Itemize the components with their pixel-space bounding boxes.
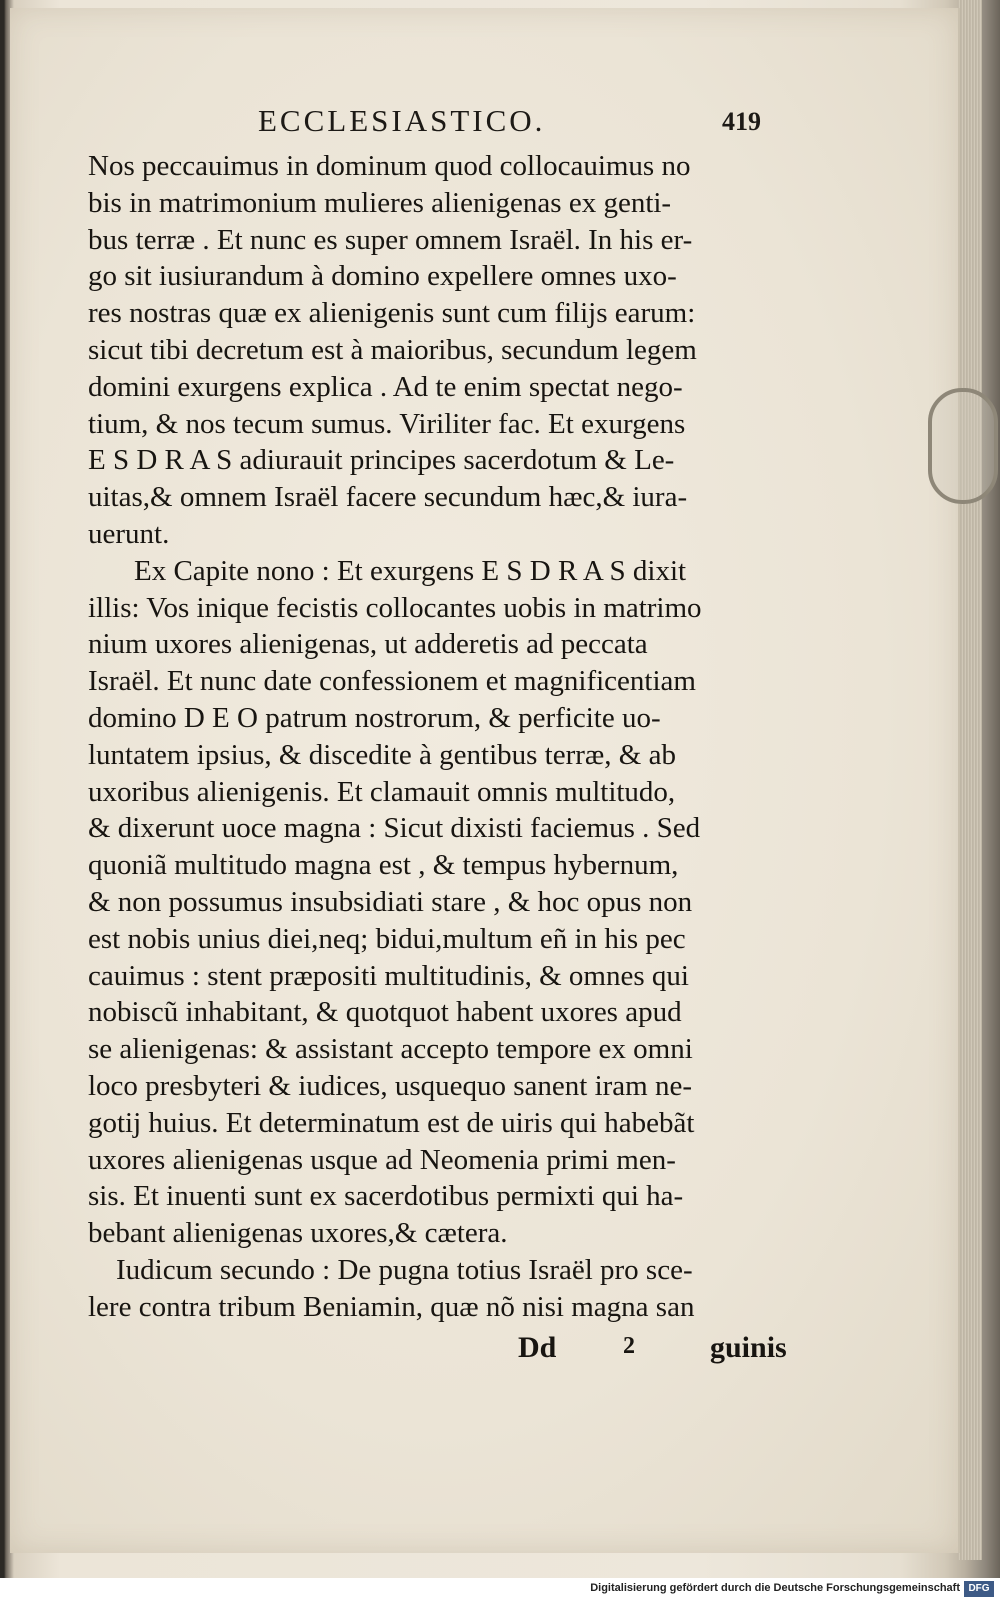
book-clasp <box>928 388 998 504</box>
text-line: est nobis unius diei,neq; bidui,multum eñ in his pec <box>88 922 686 955</box>
book-page <box>10 8 960 1553</box>
text-line: loco presbyteri & iudices, usquequo sanent iram ne- <box>88 1069 693 1102</box>
text-line: cauimus : stent præpositi multitudinis, & omnes qui <box>88 959 689 992</box>
catchline <box>88 1331 798 1371</box>
text-line: uxoribus alienigenis. Et clamauit omnis multitudo, <box>88 775 676 808</box>
text-line: bus terræ . Et nunc es super omnem Israël. In his er- <box>88 223 693 256</box>
text-line: lere contra tribum Beniamin, quæ nõ nisi magna san <box>88 1290 695 1323</box>
footer-bar <box>0 1578 1000 1601</box>
page-edges <box>958 0 982 1560</box>
text-line: & dixerunt uoce magna : Sicut dixisti faciemus . Sed <box>88 812 701 845</box>
page-number: 419 <box>722 107 761 136</box>
text-line: Ex Capite nono : Et exurgens E S D R A S dixit <box>134 554 687 587</box>
text-line: & non possumus insubsidiati stare , & hoc opus non <box>88 885 693 918</box>
text-line: go sit iusiurandum à domino expellere omnes uxo- <box>88 260 677 293</box>
text-line: sis. Et inuenti sunt ex sacerdotibus permixti qui ha- <box>88 1180 684 1213</box>
text-line: uitas,& omnem Israël facere secundum hæc,& iura- <box>88 481 688 514</box>
dfg-logo: DFG <box>964 1581 994 1597</box>
text-line: Iudicum secundo : De pugna totius Israël pro sce- <box>116 1253 693 1286</box>
signature-number: 2 <box>623 1333 635 1359</box>
text-line: uerunt. <box>88 517 170 550</box>
page-header <box>10 103 958 143</box>
text-line: E S D R A S adiurauit principes sacerdotum & Le- <box>88 444 675 477</box>
text-line: uxores alienigenas usque ad Neomenia primi men- <box>88 1143 676 1176</box>
text-line: Israël. Et nunc date confessionem et magnificentiam <box>88 665 696 698</box>
text-line: res nostras quæ ex alienigenis sunt cum filijs earum: <box>88 297 696 330</box>
text-line: bis in matrimonium mulieres alienigenas ex genti- <box>88 186 672 219</box>
text-line: luntatem ipsius, & discedite à gentibus terræ, & ab <box>88 738 676 771</box>
text-line: bebant alienigenas uxores,& cætera. <box>88 1217 508 1250</box>
funding-credit: Digitalisierung gefördert durch die Deutsche Forschungsgemeinschaft <box>590 1582 960 1594</box>
text-line: sicut tibi decretum est à maioribus, secundum legem <box>88 333 697 366</box>
catchword: guinis <box>710 1331 787 1364</box>
text-line: Nos peccauimus in dominum quod collocauimus no <box>88 150 691 182</box>
text-line: se alienigenas: & assistant accepto tempore ex omni <box>88 1033 693 1066</box>
running-head: ECCLESIASTICO. <box>258 103 546 138</box>
text-line: gotij huius. Et determinatum est de uiris qui habebãt <box>88 1106 695 1139</box>
text-line: quoniã multitudo magna est , & tempus hybernum, <box>88 849 679 882</box>
text-line: domini exurgens explica . Ad te enim spectat nego- <box>88 370 683 403</box>
body-text <box>88 148 798 1326</box>
text-line: nobiscũ inhabitant, & quotquot habent uxores apud <box>88 996 682 1029</box>
text-line: tium, & nos tecum sumus. Viriliter fac. Et exurgens <box>88 407 686 440</box>
text-line: illis: Vos inique fecistis collocantes uobis in matrimo <box>88 591 702 624</box>
signature-mark: Dd <box>518 1331 557 1364</box>
text-line: domino D E O patrum nostrorum, & perficite uo- <box>88 701 661 734</box>
text-line: nium uxores alienigenas, ut adderetis ad peccata <box>88 628 648 661</box>
